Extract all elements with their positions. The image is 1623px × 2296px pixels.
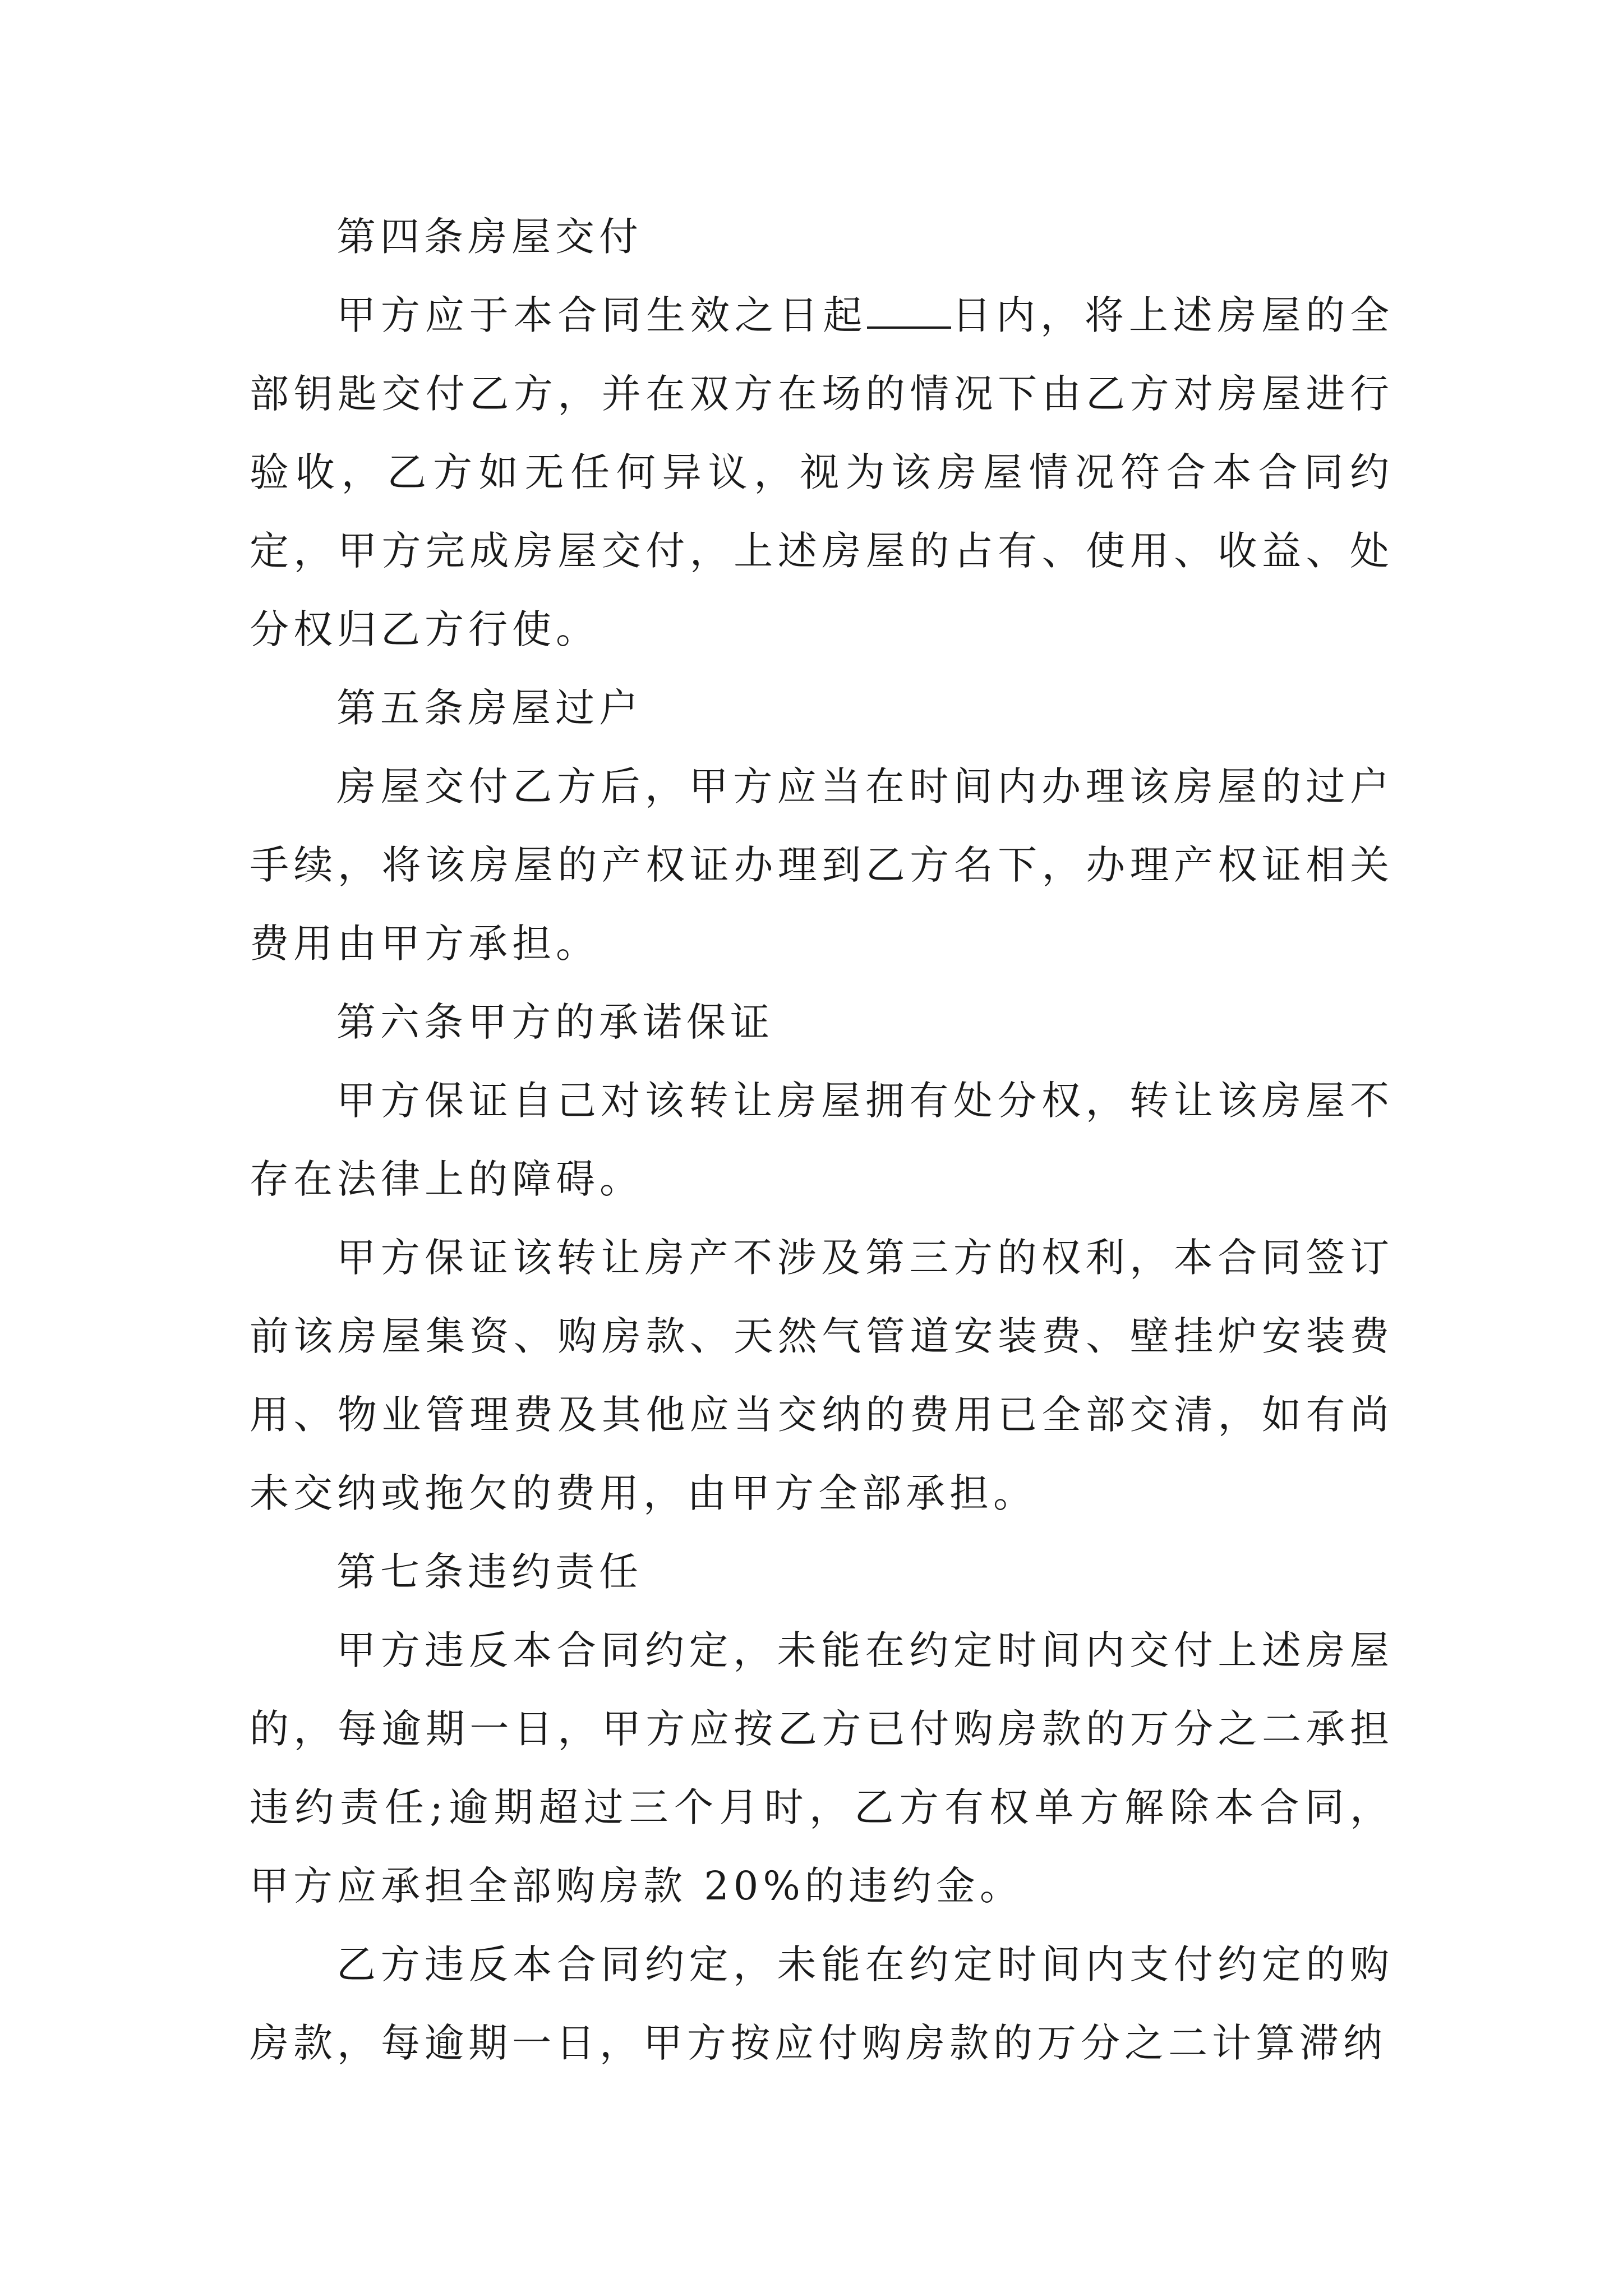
article-7-heading: 第七条违约责任 <box>336 1549 643 1595</box>
article-5-heading: 第五条房屋过户 <box>336 685 643 731</box>
article-4-text-before-blank: 甲方应于本合同生效之日起 <box>336 292 868 338</box>
article-7-paragraph-2: 乙方违反本合同约定，未能在约定时间内支付约定的购房款，每逾期一日，甲方按应付购房款的万分之二计算滞纳 <box>250 1941 1394 2066</box>
article-6-heading: 第六条甲方的承诺保证 <box>336 999 774 1045</box>
article-4-paragraph <box>250 276 1394 669</box>
article-6-paragraph-2: 甲方保证该转让房产不涉及第三方的权利，本合同签订前该房屋集资、购房款、天然气管道安装费、壁挂炉安装费用、物业管理费及其他应当交纳的费用已全部交清，如有尚未交纳或拖欠的费用，由甲方全部承担。 <box>250 1235 1394 1516</box>
article-7-paragraph-1: 甲方违反本合同约定，未能在约定时间内交付上述房屋的，每逾期一日，甲方应按乙方已付购房款的万分之二承担违约责任;逾期超过三个月时，乙方有权单方解除本合同，甲方应承担全部购房款 20%的违约金。 <box>250 1627 1394 1909</box>
article-4-heading: 第四条房屋交付 <box>336 214 643 260</box>
article-4-text-after-blank: 日内，将上述房屋的全部钥匙交付乙方，并在双方在场的情况下由乙方对房屋进行验收，乙方如无任何异议，视为该房屋情况符合本合同约定，甲方完成房屋交付，上述房屋的占有、使用、收益、处分权归乙方行使。 <box>250 292 1394 652</box>
days-blank-field <box>867 291 951 329</box>
article-5-paragraph: 房屋交付乙方后，甲方应当在时间内办理该房屋的过户手续，将该房屋的产权证办理到乙方名下，办理产权证相关费用由甲方承担。 <box>250 763 1394 967</box>
document-body <box>250 197 1394 2082</box>
article-6-paragraph-1: 甲方保证自己对该转让房屋拥有处分权，转让该房屋不存在法律上的障碍。 <box>250 1078 1394 1202</box>
